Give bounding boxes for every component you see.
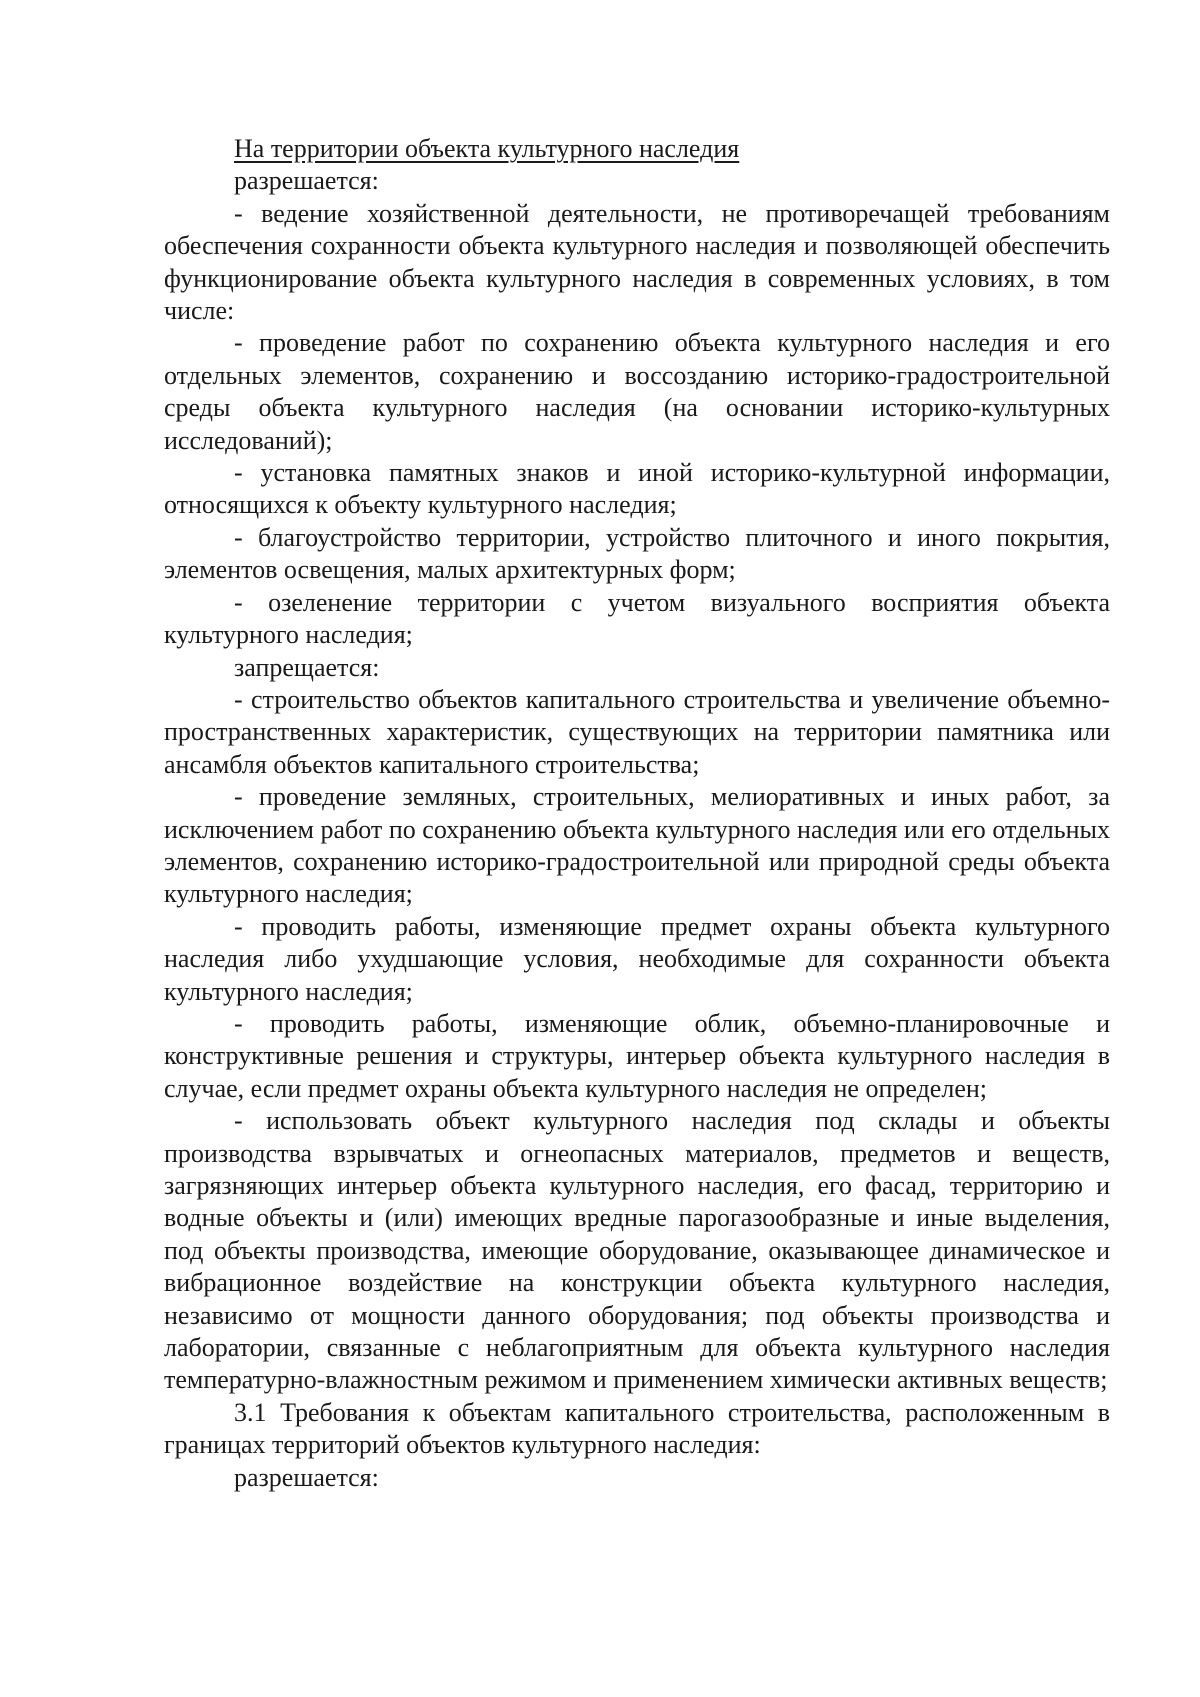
prohibited-item: - строительство объектов капитального строительства и увеличение объемно-пространственных характеристик, существующих на территории памятника или ансамбля объектов капитального строительства; <box>164 684 1110 779</box>
prohibited-label: запрещается: <box>234 652 380 682</box>
section-3-1-paragraph: 3.1 Требования к объектам капитального строительства, расположенным в границах территорий объектов культурного наследия: <box>164 1397 1110 1460</box>
prohibited-item: - проведение земляных, строительных, мелиоративных и иных работ, за исключением работ по сохранению объекта культурного наследия или его отдельных элементов, сохранению историко-градостроительной или природной среды объекта культурного наследия; <box>164 782 1110 909</box>
document-page <box>164 133 1110 1494</box>
permitted-item: - установка памятных знаков и иной историко-культурной информации, относящихся к объекту культурного наследия; <box>164 458 1110 520</box>
prohibited-item: - проводить работы, изменяющие облик, объемно-планировочные и конструктивные решения и структуры, интерьер объекта культурного наследия в случае, если предмет охраны объекта культурного наследия не определен; <box>164 1008 1110 1103</box>
permitted-item: - благоустройство территории, устройство плиточного и иного покрытия, элементов освещения, малых архитектурных форм; <box>164 522 1110 585</box>
permitted-label: разрешается: <box>234 166 379 196</box>
permitted-item: - озеленение территории с учетом визуального восприятия объекта культурного наследия; <box>164 587 1110 650</box>
permitted-item: - проведение работ по сохранению объекта культурного наследия и его отдельных элементов, сохранению и воссозданию историко-градостроительной среды объекта культурного наследия (на основании историко-культурных исследований); <box>164 328 1110 455</box>
prohibited-item: - проводить работы, изменяющие предмет охраны объекта культурного наследия либо ухудшающие условия, необходимые для сохранности объекта культурного наследия; <box>164 911 1110 1006</box>
section-heading: На территории объекта культурного наследия <box>234 134 740 163</box>
permitted-label-2: разрешается: <box>234 1462 379 1492</box>
permitted-item: - ведение хозяйственной деятельности, не противоречащей требованиям обеспечения сохранности объекта культурного наследия и позволяющей обеспечить функционирование объекта культурного наследия в современных условиях, в том числе: <box>164 198 1110 326</box>
prohibited-item: - использовать объект культурного наследия под склады и объекты производства взрывчатых и огнеопасных материалов, предметов и веществ, загрязняющих интерьер объекта культурного наследия, его фасад, территорию и водные объекты и (или) имеющих вредные парогазообразные и иные выделения, под объекты производства, имеющие оборудование, оказывающее динамическое и вибрационное воздействие на конструкции объекта культурного наследия, независимо от мощности данного оборудования; под объекты производства и лаборатории, связанные с неблагоприятным для объекта культурного наследия температурно-влажностным режимом и применением химически активных веществ; <box>164 1106 1110 1395</box>
